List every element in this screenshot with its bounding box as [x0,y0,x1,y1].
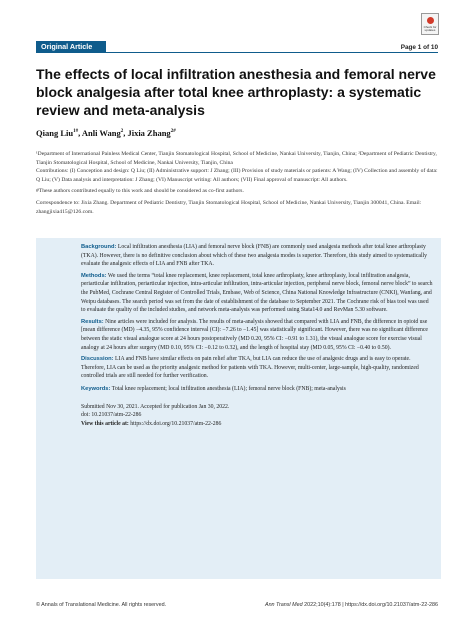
view-article-line [81,420,433,429]
author-name: Anli Wang [81,128,121,138]
correspondence-text: Correspondence to: Jixia Zhang. Department of Pediatric Dentistry, Tianjin Stomatological Hospital, School of Medicine, Nankai University, Tianjin 300041, China. Email: zhangjixia415@126.com. [36,199,422,215]
keywords-text: Total knee replacement; local infiltration anesthesia (LIA); femoral nerve block (FNB); meta-analysis [111,385,346,392]
article-type-badge: Original Article [36,41,106,53]
author-name: Jixia Zhang [127,128,171,138]
submission-info [81,403,433,429]
keywords-label: Keywords: [81,385,111,392]
author-sup: 2# [170,129,176,135]
page-footer [36,600,438,610]
logo-text: Check for updates [423,25,437,33]
background-label: Background: [81,244,117,250]
results-label: Results: [81,318,104,325]
equal-contribution-note: #These authors contributed equally to this work and should be considered as co-first authors. [36,188,244,195]
article-title: The effects of local infiltration anesthesia and femoral nerve block analgesia after total knee arthroplasty: a systematic review and meta-analysis [36,66,436,118]
affiliation-text: ¹Department of International Painless Medical Center, Tianjin Stomatological Hospital, School of Medicine, Nankai University, Tianjin, China; ²Department of Pediatric Dentistry, Tianjin Stomatological Hospital, School of Medicine, Nankai University, Tianjin, China [36,151,437,166]
header-rule [106,52,438,53]
copyright-text: © Annals of Translational Medicine. All rights reserved. [36,602,167,608]
author-name: Qiang Liu [36,128,74,138]
check-updates-icon [427,17,434,24]
results-text: Nine articles were included for analysis. The results of meta-analysis showed that compared with LIA and FNB, the difference in opioid use [mean difference (MD) −4.35, 95% confidence interval (CI): −7.26 to −1.45] was statistically significant. However, there was no significant difference between the static visual analogue score at 24 hours postoperatively (MD 0.20, 95% CI: −0.91 to 1.31), the visual analogue score for exercise visual analogy at 24 hours after surgery (MD 0.10, 95% CI: −0.12 to 0.32), and the length of hospital stay (MD 0.05, 95% CI: −0.40 to 0.50). [81,318,428,351]
methods-text: We used the terms “total knee replacement, knee replacement, total knee arthroplasty, knee arthroplasty, local infiltration analgesia, periarticular infiltration, periarticular injection, intra-articular infiltration, intra-articular injection, peripheral nerve block, femoral nerve block” to search the PubMed, Cochrane Central Register of Controlled Trials, Embase, Web of Science, China National Knowledge Infrastructure (CNKI), Wanfang, and Weipu databases. The search period was set from the date of establishment of the database to September 2021. The Cochrane risk of bias tool was used to evaluate the quality of the included studies, and network meta-analysis was performed using Stata14.0 and RevMan 5.30 software. [81,272,433,314]
affiliations-block [36,150,441,216]
doi-text: doi: 10.21037/atm-22-286 [81,412,142,419]
abstract-results [81,318,433,352]
author-sup: 1# [73,129,79,135]
background-text: Local infiltration anesthesia (LIA) and femoral nerve block (FNB) are commonly used analgesia methods after total knee arthroplasty (TKA). However, there is no definitive conclusion about which of these two analgesia modes is superior. Therefore, this study aimed to systematically evaluate the analgesic effects of LIA and FNB after TKA. [81,244,428,268]
submitted-text: Submitted Nov 30, 2021. Accepted for publication Jan 30, 2022. [81,403,230,410]
view-article-link[interactable]: https://dx.doi.org/10.21037/atm-22-286 [130,420,222,427]
author-sup: 2 [120,129,124,135]
abstract-box [36,238,441,579]
view-article-label: View this article at: [81,420,129,427]
methods-label: Methods: [81,272,107,279]
author-list: Qiang Liu$^{1\#}$, Anli Wang$^2$, Jixia Zhang$^{2\#}$ [36,128,176,138]
abstract-methods [81,272,433,315]
contributions-text: Contributions: (I) Conception and design: Q Liu; (II) Administrative support: J Zhang; (III) Provision of study materials or patients: A Wang; (IV) Collection and assembly of data: Q Liu; (V) Data analysis and interpretation: J Zhang; (VI) Manuscript writing: All authors; (VII) Final approval of manuscript: All authors. [36,168,438,183]
abstract-background [81,243,433,269]
citation-text [265,602,438,608]
citation-detail[interactable]: 2022;10(4):178 | https://dx.doi.org/10.21037/atm-22-286 [304,602,438,608]
discussion-text: LIA and FNB have similar effects on pain relief after TKA, but LIA can reduce the use of analgesic drugs and is easy to operate. Therefore, LIA can be used as the priority analgesic method for patients with TKA. However, multi-center, large-sample, high-quality, randomized controlled trials are still needed for further verification. [81,356,419,380]
abstract-keywords [81,385,433,394]
check-for-updates-logo[interactable] [421,13,439,35]
abstract-discussion [81,355,433,381]
discussion-label: Discussion: [81,356,114,363]
page-number: Page 1 of 10 [400,44,438,51]
journal-name: Ann Transl Med [264,602,303,608]
